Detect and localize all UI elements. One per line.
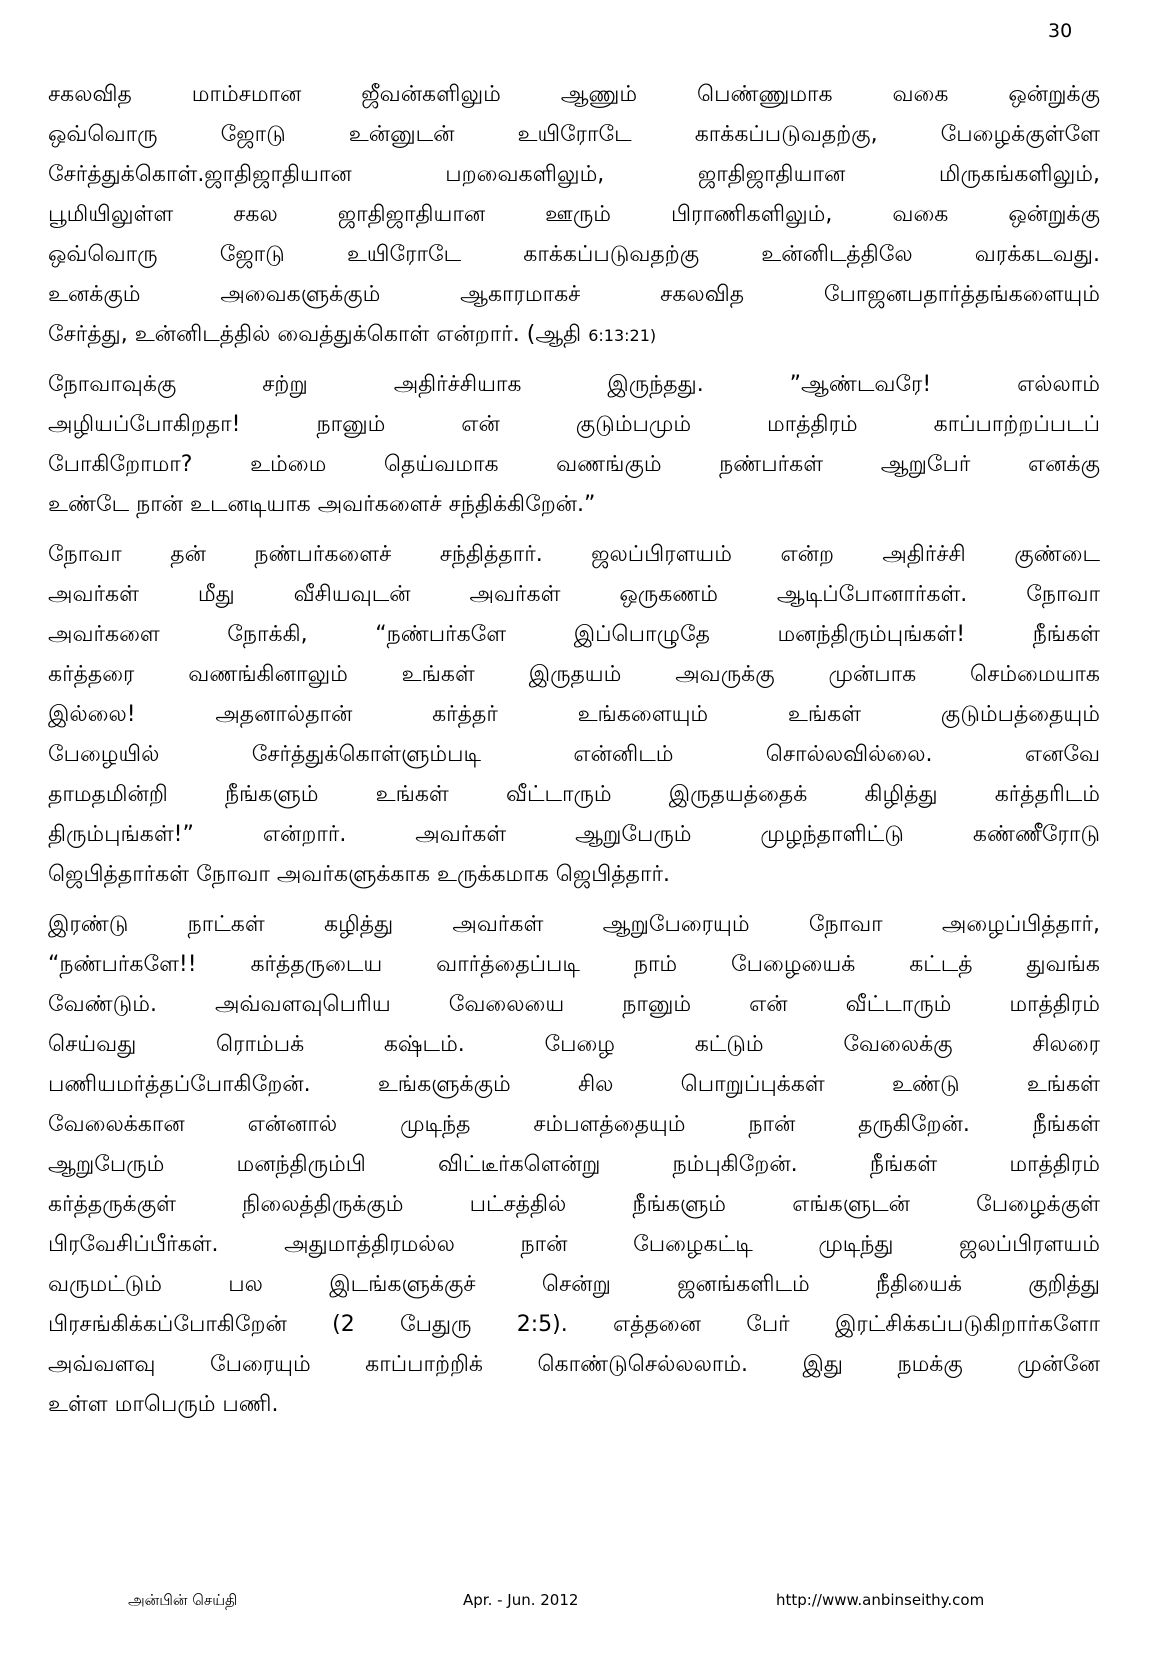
text-line: அவர்களை நோக்கி, “நண்பர்களே இப்பொழுதே மனந்திரும்புங்கள்! நீங்கள் — [48, 622, 1100, 647]
page-number: 30 — [1048, 20, 1073, 42]
text-line: திரும்புங்கள்!” என்றார். அவர்கள் ஆறுபேரும் முழந்தாளிட்டு கண்ணீரோடு — [48, 822, 1100, 847]
text-line: பிரவேசிப்பீர்கள். அதுமாத்திரமல்ல நான் பேழைகட்டி முடிந்து ஜலப்பிரளயம் — [48, 1232, 1100, 1257]
text-line: “நண்பர்களே!! கர்த்தருடைய வார்த்தைப்படி நாம் பேழையைக் கட்டத் துவங்க — [48, 952, 1100, 977]
footer-issue-date: Apr. - Jun. 2012 — [463, 1591, 579, 1609]
text-line: நோவாவுக்கு சற்று அதிர்ச்சியாக இருந்தது. ”ஆண்டவரே! எல்லாம் — [48, 372, 1100, 397]
text-line: பணியமர்த்தப்போகிறேன். உங்களுக்கும் சில பொறுப்புக்கள் உண்டு உங்கள் — [48, 1072, 1100, 1097]
text-line: பேழையில் சேர்த்துக்கொள்ளும்படி என்னிடம் சொல்லவில்லை. எனவே — [48, 742, 1100, 767]
text-line: தாமதமின்றி நீங்களும் உங்கள் வீட்டாரும் இருதயத்தைக் கிழித்து கர்த்தரிடம் — [48, 782, 1100, 807]
paragraph-1 — [48, 75, 1100, 355]
text-line-with-reference — [48, 315, 1100, 355]
text-line: அவ்வளவு பேரையும் காப்பாற்றிக் கொண்டுசெல்லலாம். இது நமக்கு முன்னே — [48, 1352, 1100, 1377]
text-line: செய்வது ரொம்பக் கஷ்டம். பேழை கட்டும் வேலைக்கு சிலரை — [48, 1032, 1100, 1057]
text-line: அழியப்போகிறதா! நானும் என் குடும்பமும் மாத்திரம் காப்பாற்றப்படப் — [48, 412, 1100, 437]
text-line: கர்த்தருக்குள் நிலைத்திருக்கும் பட்சத்தில் நீங்களும் எங்களுடன் பேழைக்குள் — [48, 1192, 1100, 1217]
paragraph-4 — [48, 905, 1100, 1425]
text-line: ஒவ்வொரு ஜோடு உன்னுடன் உயிரோடே காக்கப்படுவதற்கு, பேழைக்குள்ளே — [48, 122, 1100, 147]
text-line: ஒவ்வொரு ஜோடு உயிரோடே காக்கப்படுவதற்கு உன்னிடத்திலே வரக்கடவது. — [48, 242, 1100, 267]
text-line: அவர்கள் மீது வீசியவுடன் அவர்கள் ஒருகணம் ஆடிப்போனார்கள். நோவா — [48, 582, 1100, 607]
footer-publication-name: அன்பின் செய்தி — [128, 1591, 238, 1609]
text-line: வருமட்டும் பல இடங்களுக்குச் சென்று ஜனங்களிடம் நீதியைக் குறித்து — [48, 1272, 1100, 1297]
text-line: வேண்டும். அவ்வளவுபெரிய வேலையை நானும் என் வீட்டாரும் மாத்திரம் — [48, 992, 1100, 1017]
text-line: வேலைக்கான என்னால் முடிந்த சம்பளத்தையும் நான் தருகிறேன். நீங்கள் — [48, 1112, 1100, 1137]
text-line: இரண்டு நாட்கள் கழித்து அவர்கள் ஆறுபேரையும் நோவா அழைப்பித்தார், — [48, 912, 1100, 937]
text-line: ஜெபித்தார்கள் நோவா அவர்களுக்காக உருக்கமாக ஜெபித்தார். — [48, 862, 670, 887]
paragraph-2 — [48, 365, 1100, 525]
article-body — [48, 75, 1100, 1435]
text-line: பூமியிலுள்ள சகல ஜாதிஜாதியான ஊரும் பிராணிகளிலும், வகை ஒன்றுக்கு — [48, 202, 1100, 227]
text-line: உள்ள மாபெரும் பணி. — [48, 1392, 279, 1417]
text-line: நோவா தன் நண்பர்களைச் சந்தித்தார். ஜலப்பிரளயம் என்ற அதிர்ச்சி குண்டை — [48, 542, 1100, 567]
text-line: உனக்கும் அவைகளுக்கும் ஆகாரமாகச் சகலவித போஜனபதார்த்தங்களையும் — [48, 282, 1100, 307]
text-line: இல்லை! அதனால்தான் கர்த்தர் உங்களையும் உங்கள் குடும்பத்தையும் — [48, 702, 1100, 727]
text-line: கர்த்தரை வணங்கினாலும் உங்கள் இருதயம் அவருக்கு முன்பாக செம்மையாக — [48, 662, 1100, 687]
scripture-reference: 6:13:21) — [588, 326, 657, 345]
text-line: சேர்த்து, உன்னிடத்தில் வைத்துக்கொள் என்றார். (ஆதி — [48, 322, 582, 347]
text-line: உண்டே நான் உடனடியாக அவர்களைச் சந்திக்கிறேன்.” — [48, 492, 596, 517]
text-line: ஆறுபேரும் மனந்திரும்பி விட்டீர்களென்று நம்புகிறேன். நீங்கள் மாத்திரம் — [48, 1152, 1100, 1177]
page-footer — [0, 1591, 1167, 1615]
text-line: பிரசங்கிக்கப்போகிறேன் (2 பேதுரு 2:5). எத்தனை பேர் இரட்சிக்கப்படுகிறார்களோ — [48, 1312, 1100, 1337]
paragraph-3 — [48, 535, 1100, 895]
text-line: சேர்த்துக்கொள்.ஜாதிஜாதியான பறவைகளிலும், ஜாதிஜாதியான மிருகங்களிலும், — [48, 162, 1100, 187]
text-line: போகிறோமா? உம்மை தெய்வமாக வணங்கும் நண்பர்கள் ஆறுபேர் எனக்கு — [48, 452, 1100, 477]
footer-website-link[interactable]: http://www.anbinseithy.com — [776, 1591, 985, 1609]
text-line: சகலவித மாம்சமான ஜீவன்களிலும் ஆணும் பெண்ணுமாக வகை ஒன்றுக்கு — [48, 82, 1100, 107]
